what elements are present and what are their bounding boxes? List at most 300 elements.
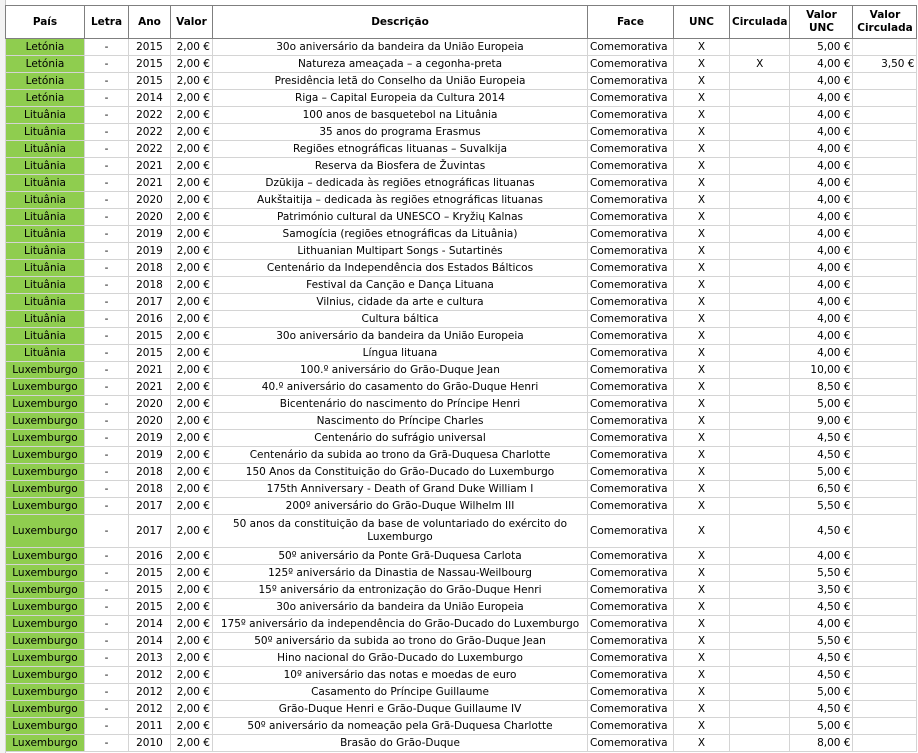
valor-cell[interactable]: 2,00 € [171,209,213,226]
unc-cell[interactable]: X [674,107,730,124]
valor-cell[interactable]: 2,00 € [171,565,213,582]
ano-cell[interactable]: 2014 [129,633,171,650]
letra-cell[interactable]: - [85,362,129,379]
letra-cell[interactable]: - [85,565,129,582]
valor-circulada-cell[interactable] [853,379,917,396]
valor-circulada-cell[interactable] [853,362,917,379]
face-cell[interactable]: Comemorativa [588,311,674,328]
circulada-cell[interactable] [730,260,790,277]
letra-cell[interactable]: - [85,684,129,701]
letra-cell[interactable]: - [85,413,129,430]
ano-cell[interactable]: 2015 [129,39,171,56]
face-cell[interactable]: Comemorativa [588,718,674,735]
descricao-cell[interactable]: Brasão do Grão-Duque [213,735,588,752]
letra-cell[interactable]: - [85,90,129,107]
face-cell[interactable]: Comemorativa [588,582,674,599]
valor-unc-cell[interactable]: 4,00 € [790,277,853,294]
valor-cell[interactable]: 2,00 € [171,73,213,90]
valor-cell[interactable]: 2,00 € [171,667,213,684]
unc-cell[interactable]: X [674,684,730,701]
letra-cell[interactable]: - [85,379,129,396]
valor-unc-cell[interactable]: 8,00 € [790,735,853,752]
letra-cell[interactable]: - [85,718,129,735]
valor-cell[interactable]: 2,00 € [171,124,213,141]
unc-cell[interactable]: X [674,464,730,481]
circulada-cell[interactable] [730,447,790,464]
valor-unc-cell[interactable]: 4,00 € [790,107,853,124]
circulada-cell[interactable] [730,362,790,379]
letra-cell[interactable]: - [85,464,129,481]
valor-cell[interactable]: 2,00 € [171,311,213,328]
circulada-cell[interactable] [730,379,790,396]
letra-cell[interactable]: - [85,650,129,667]
descricao-cell[interactable]: Casamento do Príncipe Guillaume [213,684,588,701]
face-cell[interactable]: Comemorativa [588,124,674,141]
ano-cell[interactable]: 2014 [129,616,171,633]
pais-cell[interactable]: Letónia [6,73,85,90]
face-cell[interactable]: Comemorativa [588,498,674,515]
valor-unc-cell[interactable]: 4,00 € [790,141,853,158]
col-header-face[interactable]: Face [588,6,674,39]
valor-circulada-cell[interactable] [853,667,917,684]
valor-cell[interactable]: 2,00 € [171,481,213,498]
letra-cell[interactable]: - [85,175,129,192]
unc-cell[interactable]: X [674,192,730,209]
ano-cell[interactable]: 2018 [129,464,171,481]
valor-unc-cell[interactable]: 4,00 € [790,90,853,107]
unc-cell[interactable]: X [674,667,730,684]
valor-circulada-cell[interactable] [853,107,917,124]
letra-cell[interactable]: - [85,294,129,311]
ano-cell[interactable]: 2015 [129,345,171,362]
unc-cell[interactable]: X [674,209,730,226]
letra-cell[interactable]: - [85,73,129,90]
pais-cell[interactable]: Luxemburgo [6,667,85,684]
valor-circulada-cell[interactable] [853,277,917,294]
valor-unc-cell[interactable]: 4,00 € [790,209,853,226]
valor-unc-cell[interactable]: 4,00 € [790,158,853,175]
valor-cell[interactable]: 2,00 € [171,39,213,56]
col-header-pais[interactable]: País [6,6,85,39]
ano-cell[interactable]: 2022 [129,124,171,141]
valor-unc-cell[interactable]: 4,00 € [790,294,853,311]
unc-cell[interactable]: X [674,73,730,90]
pais-cell[interactable]: Luxemburgo [6,701,85,718]
valor-cell[interactable]: 2,00 € [171,56,213,73]
pais-cell[interactable]: Lituânia [6,124,85,141]
valor-unc-cell[interactable]: 4,50 € [790,430,853,447]
face-cell[interactable]: Comemorativa [588,464,674,481]
descricao-cell[interactable]: 50 anos da constituição da base de voluntariado do exército do Luxemburgo [213,515,588,548]
unc-cell[interactable]: X [674,498,730,515]
circulada-cell[interactable] [730,735,790,752]
valor-circulada-cell[interactable] [853,328,917,345]
face-cell[interactable]: Comemorativa [588,362,674,379]
unc-cell[interactable]: X [674,328,730,345]
valor-unc-cell[interactable]: 4,50 € [790,650,853,667]
valor-circulada-cell[interactable] [853,718,917,735]
circulada-cell[interactable] [730,243,790,260]
circulada-cell[interactable] [730,515,790,548]
descricao-cell[interactable]: Presidência letã do Conselho da União Europeia [213,73,588,90]
descricao-cell[interactable]: Hino nacional do Grão-Ducado do Luxemburgo [213,650,588,667]
circulada-cell[interactable] [730,141,790,158]
circulada-cell[interactable] [730,599,790,616]
pais-cell[interactable]: Luxemburgo [6,633,85,650]
face-cell[interactable]: Comemorativa [588,396,674,413]
descricao-cell[interactable]: 40.º aniversário do casamento do Grão-Duque Henri [213,379,588,396]
descricao-cell[interactable]: Centenário da Independência dos Estados Bálticos [213,260,588,277]
pais-cell[interactable]: Luxemburgo [6,447,85,464]
ano-cell[interactable]: 2017 [129,498,171,515]
valor-cell[interactable]: 2,00 € [171,379,213,396]
face-cell[interactable]: Comemorativa [588,379,674,396]
descricao-cell[interactable]: 125º aniversário da Dinastia de Nassau-Weilbourg [213,565,588,582]
valor-cell[interactable]: 2,00 € [171,362,213,379]
valor-unc-cell[interactable]: 5,00 € [790,684,853,701]
valor-cell[interactable]: 2,00 € [171,413,213,430]
face-cell[interactable]: Comemorativa [588,209,674,226]
face-cell[interactable]: Comemorativa [588,90,674,107]
valor-unc-cell[interactable]: 10,00 € [790,362,853,379]
pais-cell[interactable]: Letónia [6,39,85,56]
valor-unc-cell[interactable]: 4,00 € [790,345,853,362]
descricao-cell[interactable]: 50º aniversário da subida ao trono do Grão-Duque Jean [213,633,588,650]
ano-cell[interactable]: 2016 [129,311,171,328]
pais-cell[interactable]: Lituânia [6,311,85,328]
unc-cell[interactable]: X [674,124,730,141]
valor-unc-cell[interactable]: 8,50 € [790,379,853,396]
valor-cell[interactable]: 2,00 € [171,582,213,599]
ano-cell[interactable]: 2021 [129,175,171,192]
valor-unc-cell[interactable]: 4,50 € [790,667,853,684]
circulada-cell[interactable] [730,90,790,107]
valor-circulada-cell[interactable] [853,294,917,311]
ano-cell[interactable]: 2011 [129,718,171,735]
ano-cell[interactable]: 2019 [129,447,171,464]
ano-cell[interactable]: 2016 [129,548,171,565]
circulada-cell[interactable] [730,481,790,498]
face-cell[interactable]: Comemorativa [588,175,674,192]
circulada-cell[interactable]: X [730,56,790,73]
ano-cell[interactable]: 2021 [129,158,171,175]
valor-cell[interactable]: 2,00 € [171,226,213,243]
face-cell[interactable]: Comemorativa [588,701,674,718]
letra-cell[interactable]: - [85,582,129,599]
descricao-cell[interactable]: Nascimento do Príncipe Charles [213,413,588,430]
circulada-cell[interactable] [730,633,790,650]
col-header-unc[interactable]: UNC [674,6,730,39]
unc-cell[interactable]: X [674,582,730,599]
descricao-cell[interactable]: Festival da Canção e Dança Lituana [213,277,588,294]
descricao-cell[interactable]: 35 anos do programa Erasmus [213,124,588,141]
valor-circulada-cell[interactable] [853,192,917,209]
valor-circulada-cell[interactable] [853,413,917,430]
valor-cell[interactable]: 2,00 € [171,684,213,701]
circulada-cell[interactable] [730,328,790,345]
unc-cell[interactable]: X [674,379,730,396]
valor-unc-cell[interactable]: 4,50 € [790,599,853,616]
circulada-cell[interactable] [730,548,790,565]
ano-cell[interactable]: 2020 [129,396,171,413]
descricao-cell[interactable]: Grão-Duque Henri e Grão-Duque Guillaume IV [213,701,588,718]
valor-unc-cell[interactable]: 4,00 € [790,311,853,328]
col-header-valor-circulada[interactable]: Valor Circulada [853,6,917,39]
pais-cell[interactable]: Lituânia [6,141,85,158]
face-cell[interactable]: Comemorativa [588,413,674,430]
circulada-cell[interactable] [730,667,790,684]
valor-circulada-cell[interactable] [853,260,917,277]
descricao-cell[interactable]: 10º aniversário das notas e moedas de euro [213,667,588,684]
descricao-cell[interactable]: Centenário da subida ao trono da Grã-Duquesa Charlotte [213,447,588,464]
letra-cell[interactable]: - [85,396,129,413]
valor-cell[interactable]: 2,00 € [171,548,213,565]
valor-unc-cell[interactable]: 5,50 € [790,565,853,582]
pais-cell[interactable]: Luxemburgo [6,650,85,667]
face-cell[interactable]: Comemorativa [588,430,674,447]
circulada-cell[interactable] [730,209,790,226]
descricao-cell[interactable]: 100 anos de basquetebol na Lituânia [213,107,588,124]
circulada-cell[interactable] [730,396,790,413]
letra-cell[interactable]: - [85,616,129,633]
circulada-cell[interactable] [730,73,790,90]
valor-unc-cell[interactable]: 4,00 € [790,260,853,277]
pais-cell[interactable]: Lituânia [6,294,85,311]
valor-cell[interactable]: 2,00 € [171,277,213,294]
letra-cell[interactable]: - [85,328,129,345]
valor-circulada-cell[interactable] [853,73,917,90]
ano-cell[interactable]: 2015 [129,599,171,616]
letra-cell[interactable]: - [85,498,129,515]
unc-cell[interactable]: X [674,226,730,243]
valor-cell[interactable]: 2,00 € [171,328,213,345]
letra-cell[interactable]: - [85,515,129,548]
descricao-cell[interactable]: Bicentenário do nascimento do Príncipe Henri [213,396,588,413]
pais-cell[interactable]: Luxemburgo [6,464,85,481]
unc-cell[interactable]: X [674,413,730,430]
letra-cell[interactable]: - [85,633,129,650]
letra-cell[interactable]: - [85,481,129,498]
valor-cell[interactable]: 2,00 € [171,464,213,481]
face-cell[interactable]: Comemorativa [588,192,674,209]
unc-cell[interactable]: X [674,362,730,379]
valor-unc-cell[interactable]: 5,00 € [790,396,853,413]
descricao-cell[interactable]: Aukštaitija – dedicada às regiões etnográficas lituanas [213,192,588,209]
valor-circulada-cell[interactable] [853,650,917,667]
letra-cell[interactable]: - [85,311,129,328]
circulada-cell[interactable] [730,277,790,294]
ano-cell[interactable]: 2015 [129,565,171,582]
pais-cell[interactable]: Letónia [6,90,85,107]
letra-cell[interactable]: - [85,56,129,73]
valor-circulada-cell[interactable] [853,124,917,141]
pais-cell[interactable]: Lituânia [6,175,85,192]
descricao-cell[interactable]: 50º aniversário da nomeação pela Grã-Duquesa Charlotte [213,718,588,735]
valor-circulada-cell[interactable] [853,175,917,192]
descricao-cell[interactable]: Riga – Capital Europeia da Cultura 2014 [213,90,588,107]
unc-cell[interactable]: X [674,39,730,56]
pais-cell[interactable]: Luxemburgo [6,548,85,565]
descricao-cell[interactable]: 30o aniversário da bandeira da União Europeia [213,599,588,616]
letra-cell[interactable]: - [85,599,129,616]
valor-circulada-cell[interactable] [853,684,917,701]
ano-cell[interactable]: 2020 [129,413,171,430]
valor-cell[interactable]: 2,00 € [171,650,213,667]
valor-cell[interactable]: 2,00 € [171,396,213,413]
circulada-cell[interactable] [730,413,790,430]
circulada-cell[interactable] [730,650,790,667]
ano-cell[interactable]: 2017 [129,294,171,311]
circulada-cell[interactable] [730,107,790,124]
circulada-cell[interactable] [730,718,790,735]
circulada-cell[interactable] [730,701,790,718]
face-cell[interactable]: Comemorativa [588,56,674,73]
valor-unc-cell[interactable]: 5,50 € [790,633,853,650]
valor-cell[interactable]: 2,00 € [171,294,213,311]
valor-circulada-cell[interactable] [853,311,917,328]
ano-cell[interactable]: 2020 [129,209,171,226]
pais-cell[interactable]: Lituânia [6,226,85,243]
pais-cell[interactable]: Luxemburgo [6,413,85,430]
col-header-descricao[interactable]: Descrição [213,6,588,39]
valor-cell[interactable]: 2,00 € [171,141,213,158]
face-cell[interactable]: Comemorativa [588,260,674,277]
ano-cell[interactable]: 2019 [129,226,171,243]
circulada-cell[interactable] [730,565,790,582]
valor-cell[interactable]: 2,00 € [171,430,213,447]
face-cell[interactable]: Comemorativa [588,735,674,752]
face-cell[interactable]: Comemorativa [588,667,674,684]
letra-cell[interactable]: - [85,158,129,175]
descricao-cell[interactable]: Centenário do sufrágio universal [213,430,588,447]
valor-circulada-cell[interactable] [853,430,917,447]
pais-cell[interactable]: Luxemburgo [6,565,85,582]
face-cell[interactable]: Comemorativa [588,277,674,294]
valor-unc-cell[interactable]: 4,50 € [790,447,853,464]
valor-circulada-cell[interactable] [853,464,917,481]
circulada-cell[interactable] [730,226,790,243]
unc-cell[interactable]: X [674,599,730,616]
unc-cell[interactable]: X [674,141,730,158]
ano-cell[interactable]: 2010 [129,735,171,752]
descricao-cell[interactable]: Regiões etnográficas lituanas – Suvalkija [213,141,588,158]
unc-cell[interactable]: X [674,650,730,667]
unc-cell[interactable]: X [674,633,730,650]
pais-cell[interactable]: Luxemburgo [6,718,85,735]
valor-cell[interactable]: 2,00 € [171,498,213,515]
letra-cell[interactable]: - [85,701,129,718]
descricao-cell[interactable]: 15º aniversário da entronização do Grão-Duque Henri [213,582,588,599]
ano-cell[interactable]: 2017 [129,515,171,548]
pais-cell[interactable]: Luxemburgo [6,396,85,413]
face-cell[interactable]: Comemorativa [588,328,674,345]
descricao-cell[interactable]: 50º aniversário da Ponte Grã-Duquesa Carlota [213,548,588,565]
ano-cell[interactable]: 2018 [129,277,171,294]
descricao-cell[interactable]: 30o aniversário da bandeira da União Europeia [213,39,588,56]
descricao-cell[interactable]: Vilnius, cidade da arte e cultura [213,294,588,311]
descricao-cell[interactable]: Dzūkija – dedicada às regiões etnográficas lituanas [213,175,588,192]
valor-unc-cell[interactable]: 5,00 € [790,464,853,481]
pais-cell[interactable]: Luxemburgo [6,362,85,379]
pais-cell[interactable]: Luxemburgo [6,481,85,498]
face-cell[interactable]: Comemorativa [588,481,674,498]
descricao-cell[interactable]: 200º aniversário do Grão-Duque Wilhelm III [213,498,588,515]
valor-cell[interactable]: 2,00 € [171,735,213,752]
face-cell[interactable]: Comemorativa [588,684,674,701]
letra-cell[interactable]: - [85,548,129,565]
pais-cell[interactable]: Lituânia [6,345,85,362]
unc-cell[interactable]: X [674,345,730,362]
valor-circulada-cell[interactable] [853,481,917,498]
valor-circulada-cell[interactable] [853,548,917,565]
ano-cell[interactable]: 2022 [129,107,171,124]
pais-cell[interactable]: Letónia [6,56,85,73]
valor-circulada-cell[interactable] [853,633,917,650]
col-header-circulada[interactable]: Circulada [730,6,790,39]
valor-circulada-cell[interactable] [853,90,917,107]
face-cell[interactable]: Comemorativa [588,158,674,175]
valor-unc-cell[interactable]: 3,50 € [790,582,853,599]
valor-circulada-cell[interactable] [853,141,917,158]
letra-cell[interactable]: - [85,226,129,243]
face-cell[interactable]: Comemorativa [588,141,674,158]
valor-cell[interactable]: 2,00 € [171,599,213,616]
pais-cell[interactable]: Luxemburgo [6,515,85,548]
letra-cell[interactable]: - [85,124,129,141]
pais-cell[interactable]: Luxemburgo [6,582,85,599]
circulada-cell[interactable] [730,311,790,328]
descricao-cell[interactable]: Língua lituana [213,345,588,362]
ano-cell[interactable]: 2015 [129,73,171,90]
ano-cell[interactable]: 2014 [129,90,171,107]
letra-cell[interactable]: - [85,192,129,209]
circulada-cell[interactable] [730,684,790,701]
valor-unc-cell[interactable]: 4,00 € [790,226,853,243]
valor-unc-cell[interactable]: 4,00 € [790,548,853,565]
valor-circulada-cell[interactable] [853,582,917,599]
valor-circulada-cell[interactable] [853,515,917,548]
unc-cell[interactable]: X [674,243,730,260]
face-cell[interactable]: Comemorativa [588,548,674,565]
face-cell[interactable]: Comemorativa [588,345,674,362]
letra-cell[interactable]: - [85,260,129,277]
letra-cell[interactable]: - [85,209,129,226]
unc-cell[interactable]: X [674,701,730,718]
circulada-cell[interactable] [730,175,790,192]
letra-cell[interactable]: - [85,39,129,56]
pais-cell[interactable]: Luxemburgo [6,498,85,515]
valor-cell[interactable]: 2,00 € [171,616,213,633]
ano-cell[interactable]: 2012 [129,667,171,684]
face-cell[interactable]: Comemorativa [588,650,674,667]
pais-cell[interactable]: Luxemburgo [6,735,85,752]
pais-cell[interactable]: Luxemburgo [6,616,85,633]
descricao-cell[interactable]: Património cultural da UNESCO – Kryžių Kalnas [213,209,588,226]
face-cell[interactable]: Comemorativa [588,243,674,260]
valor-circulada-cell[interactable] [853,701,917,718]
valor-cell[interactable]: 2,00 € [171,90,213,107]
unc-cell[interactable]: X [674,616,730,633]
valor-unc-cell[interactable]: 9,00 € [790,413,853,430]
ano-cell[interactable]: 2013 [129,650,171,667]
valor-cell[interactable]: 2,00 € [171,515,213,548]
circulada-cell[interactable] [730,294,790,311]
letra-cell[interactable]: - [85,141,129,158]
ano-cell[interactable]: 2015 [129,328,171,345]
ano-cell[interactable]: 2012 [129,701,171,718]
circulada-cell[interactable] [730,158,790,175]
face-cell[interactable]: Comemorativa [588,107,674,124]
